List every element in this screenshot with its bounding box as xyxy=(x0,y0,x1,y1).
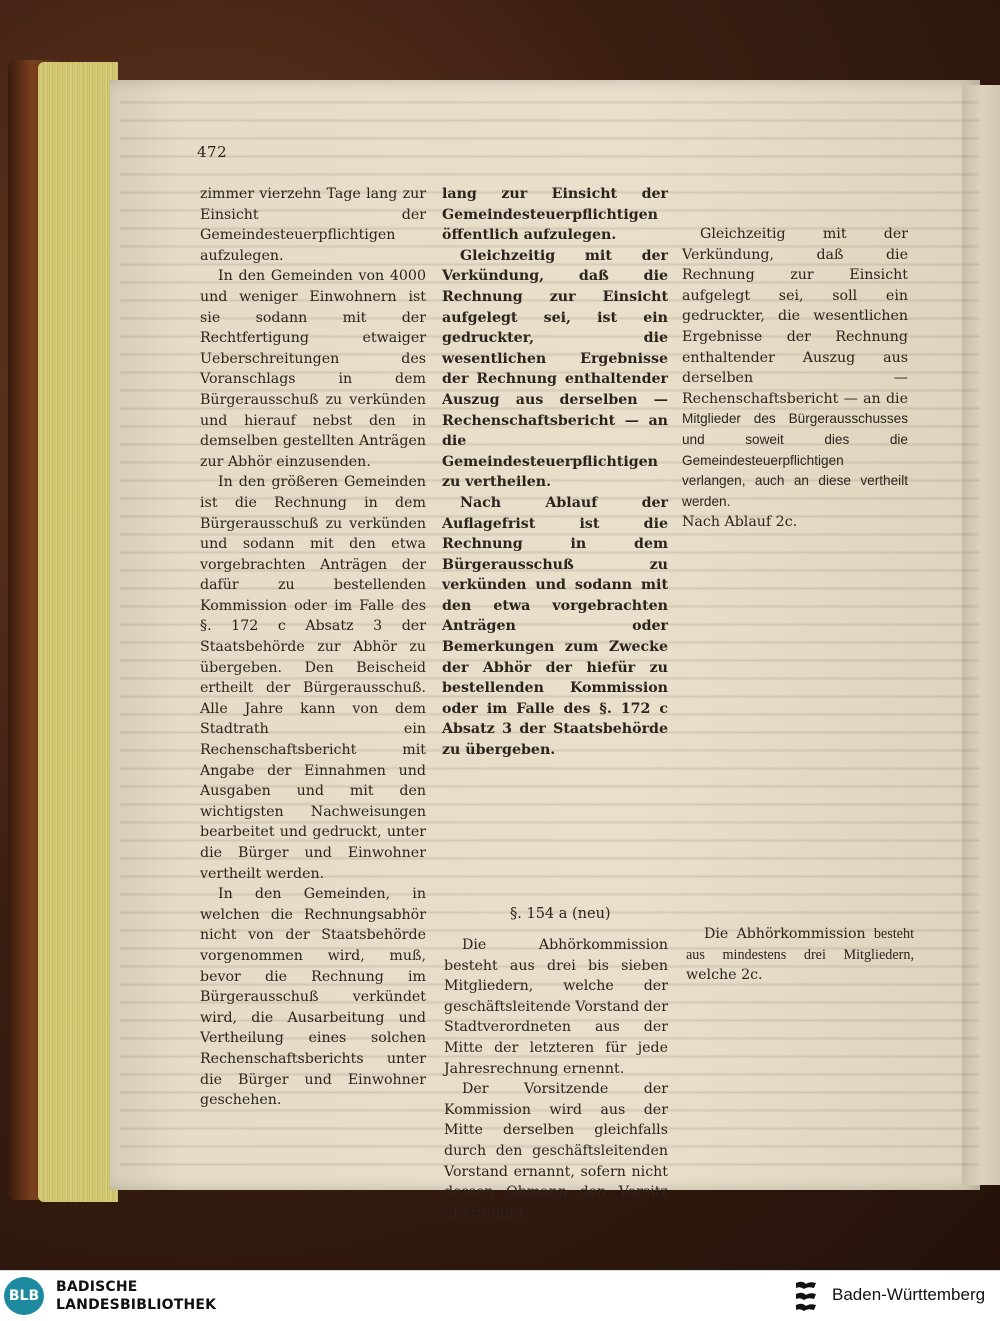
paragraph-fraktur: welche 2c. xyxy=(686,967,763,984)
paragraph: zimmer vierzehn Tage lang zur Einsicht der Gemeindesteuerpflichtigen aufzulegen. xyxy=(200,186,426,264)
column-right xyxy=(682,224,908,533)
paragraph: In den größeren Gemeinden ist die Rechnung in dem Bürgerausschuß zu verkünden und sodann mit den etwa vorgebrachten Anträgen der dafür zu bestellenden Kommission oder im Falle des §. 172 c Absatz 3 der Staatsbehörde zur Abhör zu übergeben. Den Beischeid ertheilt der Bürgerausschuß. Alle Jahre kann von dem Stadtrath ein Rechenschaftsbericht mit Angabe der Einnahmen und Ausgaben und mit den wichtigsten Nachweisungen bearbeitet und gedruckt, unter die Bürger und Einwohner vertheilt werden. xyxy=(200,474,426,882)
paragraph: Die Abhörkommission besteht aus drei bis sieben Mitgliedern, welche der geschäftsleitende Vorstand der Stadtverordneten aus der Mitte der letzteren für jede Jahresrechnung ernennt. xyxy=(444,937,668,1077)
paragraph: Nach Ablauf der Auflagefrist ist die Rechnung in dem Bürgerausschuß zu verkünden und sodann mit den etwa vorgebrachten Anträgen oder Bemerkungen zum Zwecke der Abhör der hiefür zu bestellenden Kommission oder im Falle des §. 172 c Absatz 3 der Staatsbehörde zu übergeben. xyxy=(442,494,668,759)
library-name-line1: BADISCHE xyxy=(56,1279,138,1295)
blb-logo[interactable]: BLB xyxy=(4,1277,44,1315)
paragraph: Der Vorsitzende der Kommission wird aus der Mitte derselben gleichfalls durch den geschäftsleitenden Vorstand ernannt, sofern nicht dessen Obmann den Vorsitz übernimmt. xyxy=(444,1081,668,1221)
paragraph: lang zur Einsicht der Gemeindesteuerpflichtigen öffentlich aufzulegen. xyxy=(442,186,668,244)
library-name[interactable] xyxy=(56,1278,216,1314)
column-right-lower xyxy=(686,924,914,986)
facing-page xyxy=(962,85,1000,1185)
column-middle-lower xyxy=(444,935,668,1223)
section-heading: §. 154 a (neu) xyxy=(510,906,611,922)
page-number: 472 xyxy=(197,143,228,161)
column-left xyxy=(200,184,426,1111)
state-name[interactable]: Baden-Württemberg xyxy=(832,1285,986,1304)
paragraph: Gleichzeitig mit der Verkündung, daß die Rechnung zur Einsicht aufgelegt sei, ist ein gedruckter, die wesentlichen Ergebnisse der Rechnung enthaltender Auszug aus derselben — Rechenschaftsbericht — an die Gemeindesteuerpflichtigen zu vertheilen. xyxy=(442,247,668,491)
page-edges xyxy=(38,62,118,1202)
paragraph-fraktur: Die Abhörkommission xyxy=(704,926,866,942)
paragraph-roman: Mitglieder des Bürgerausschusses und soweit dies die Gemeindesteuerpflichtigen verlangen, auch an diese vertheilt werden. xyxy=(682,411,908,509)
paragraph: In den Gemeinden, in welchen die Rechnungsabhör nicht von der Staatsbehörde vorgenommen wird, muß, bevor die Rechnung im Bürgerausschuß verkündet wird, die Ausarbeitung und Vertheilung eines solchen Rechenschaftsberichts unter die Bürger und Einwohner geschehen. xyxy=(200,886,426,1109)
paragraph-roman: besteht aus mindestens drei Mitgliedern, xyxy=(686,926,915,963)
lions-emblem-icon xyxy=(792,1279,822,1315)
column-middle xyxy=(442,184,668,761)
footer-bar xyxy=(0,1270,1000,1321)
paragraph-fraktur: Gleichzeitig mit der Verkündung, daß die Rechnung zur Einsicht aufgelegt sei, soll ein gedruckter, die wesentlichen Ergebnisse der Rechnung enthaltender Auszug aus derselben — Rechenschaftsbericht — an die xyxy=(682,226,908,407)
library-name-line2: LANDESBIBLIOTHEK xyxy=(56,1297,217,1313)
paragraph: In den Gemeinden von 4000 und weniger Einwohnern ist sie sodann mit der Rechtfertigung etwaiger Ueberschreitungen des Voranschlags in dem Bürgerausschuß zu verkünden und hierauf nebst den in demselben gestellten Anträgen zur Abhör einzusenden. xyxy=(200,268,426,470)
paragraph: Nach Ablauf 2c. xyxy=(682,514,798,531)
